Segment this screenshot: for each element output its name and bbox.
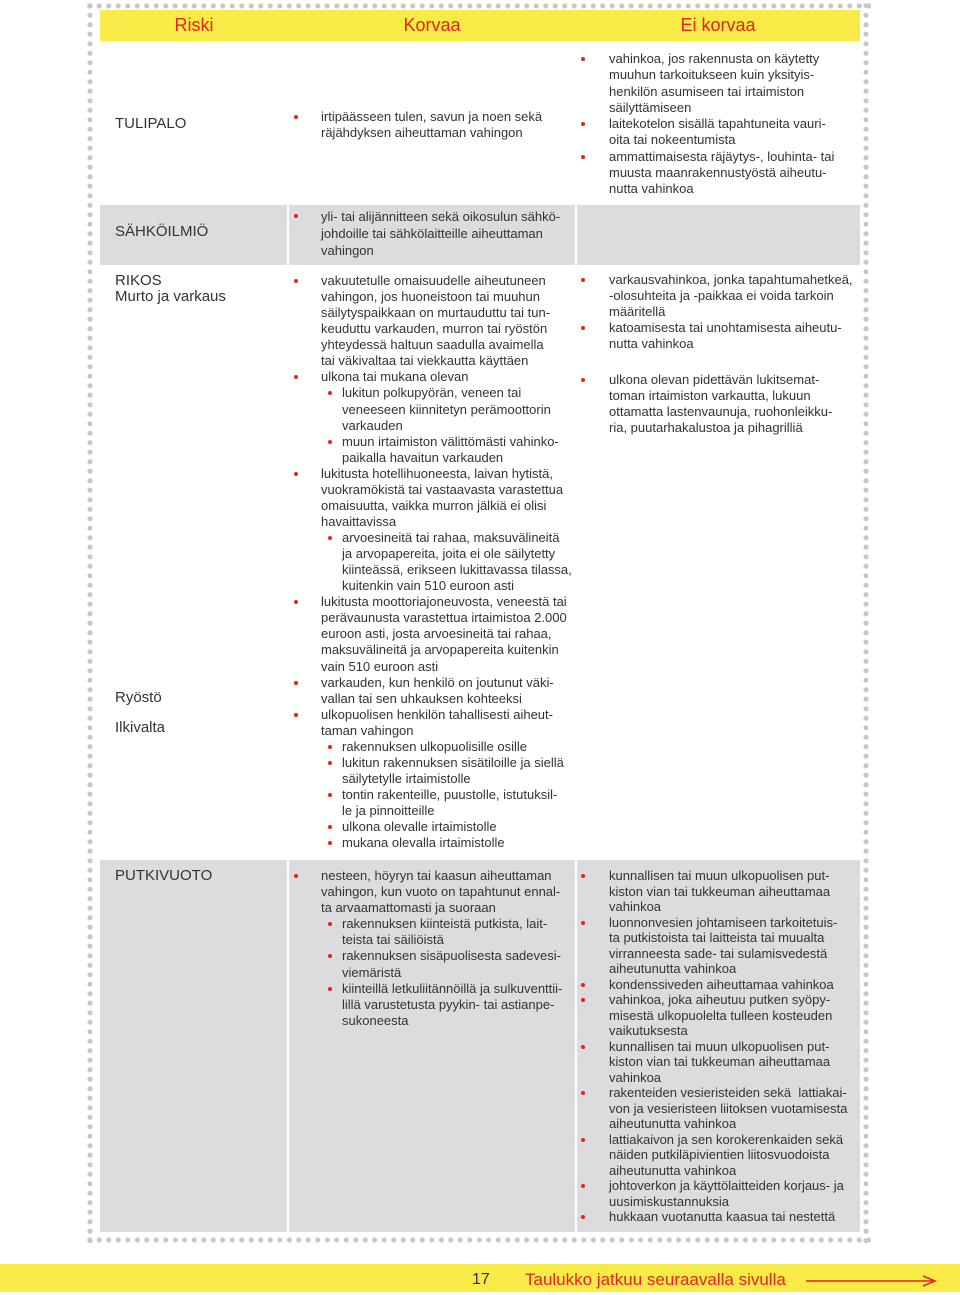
risk-sublabel: Ryöstö (115, 689, 162, 706)
list-item (289, 594, 575, 674)
item-line: arvoesineitä tai rahaa, maksuvälineitä (342, 530, 560, 545)
item-line: viemäristä (342, 964, 402, 980)
not-covered-cell (577, 205, 860, 265)
bullet-icon (328, 761, 332, 765)
not-covered-list (577, 51, 860, 197)
item-line: vahingon, jos huoneistoon tai muuhun (321, 289, 540, 305)
bullet-icon (581, 326, 585, 330)
item-line: yli- tai alijännitteen sekä oikosulun sähkö- (321, 209, 561, 224)
covered-cell (289, 267, 575, 858)
bullet-icon (581, 1091, 585, 1095)
item-line: ja arvopapereita, joita ei ole säilytetty (342, 546, 556, 562)
item-line: hukkaan vuotanutta kaasua tai nestettä (609, 1209, 836, 1224)
bullet-icon (581, 1215, 585, 1219)
list-item (577, 116, 860, 149)
bullet-icon (581, 122, 585, 126)
item-line: muun irtaimiston välittömästi vahinko- (342, 433, 559, 449)
item-line: säilytetylle irtaimistolle (342, 770, 471, 786)
not-covered-cell (577, 860, 860, 1232)
list-item (577, 1178, 860, 1209)
item-line: räjähdyksen aiheuttaman vahingon (321, 125, 523, 141)
bullet-icon (328, 536, 332, 540)
item-line: keuduttu varkauden, murron tai ryöstön (321, 321, 548, 337)
bullet-icon (328, 440, 332, 444)
list-item (577, 992, 860, 1039)
covered-cell (289, 860, 575, 1232)
item-line: vuokramökistä tai vastaavasta varastettua (321, 481, 564, 497)
risk-label: RIKOS (115, 272, 162, 289)
bullet-icon (328, 987, 332, 991)
item-line: misestä ulkopuolelta tulleen kosteuden (609, 1007, 833, 1023)
bullet-icon (294, 472, 298, 476)
item-line: kuitenkin vain 510 euroon asti (342, 578, 515, 594)
item-line: kondenssiveden aiheuttamaa vahinkoa (609, 976, 834, 992)
item-line: näiden putkiläpivientien liitosvuodoista (609, 1147, 830, 1162)
list-item (577, 1039, 860, 1086)
item-line: kiinteillä letkuliitännöillä ja sulkuventtii- (342, 980, 563, 996)
page-footer (0, 1264, 960, 1292)
item-line: tontin rakenteille, puustolle, istutuksil- (342, 787, 558, 802)
bullet-icon (328, 922, 332, 926)
sub-list-item (289, 385, 575, 433)
bullet-icon (294, 375, 298, 379)
bullet-icon (328, 391, 332, 395)
item-line: johdoille tai sähkölaitteille aiheuttaman (321, 226, 543, 241)
list-item (577, 372, 860, 436)
risk-sublabel: Ilkivalta (115, 719, 166, 736)
item-line: perävaunusta varastettua irtaimistoa 2.000 (321, 610, 567, 626)
item-line: nutta vahinkoa (609, 336, 694, 351)
item-line: teista tai säiliöistä (342, 932, 444, 948)
item-line: lukitun rakennuksen sisätiloille ja siellä (342, 754, 564, 770)
dotted-frame-bottom (85, 1235, 871, 1245)
risk-label: SÄHKÖILMIÖ (115, 223, 209, 240)
bullet-icon (294, 279, 298, 283)
item-line: aiheutunutta vahinkoa (609, 1116, 737, 1131)
item-line: vahinkoa (609, 899, 662, 914)
item-line: varkausvahinkoa, jonka tapahtumahetkeä, (609, 272, 853, 287)
risk-cell (100, 43, 287, 203)
list-item (577, 868, 860, 915)
bullet-icon (581, 1138, 585, 1142)
sub-list-item (289, 981, 575, 1029)
bullet-icon (294, 115, 298, 119)
item-line: le ja pinnoitteille (342, 803, 435, 819)
bullet-icon (328, 745, 332, 749)
item-line: kiinteässä, erikseen lukittavassa tilassa, (342, 562, 572, 578)
dotted-frame-left (85, 1, 95, 1245)
item-line: tai väkivaltaa tai viekkautta käyttäen (321, 353, 529, 369)
item-line: ulkona tai mukana olevan (321, 369, 469, 385)
sub-list-item (289, 948, 575, 980)
list-item (289, 369, 575, 385)
item-line: laitekotelon sisällä tapahtuneita vauri- (609, 116, 826, 131)
item-line: ulkopuolisen henkilön tahallisesti aiheut- (321, 706, 553, 722)
covered-list (289, 273, 575, 851)
item-line: mukana olevalla irtaimistolle (342, 835, 505, 851)
covered-cell (289, 205, 575, 265)
item-line: taman vahingon (321, 722, 414, 738)
item-line: virranneesta sade- tai sulamisvedestä (609, 945, 828, 961)
item-line: vain 510 euroon asti (321, 658, 439, 674)
sub-list-item (289, 530, 575, 594)
list-item (577, 149, 860, 198)
bullet-icon (581, 874, 585, 878)
list-item (577, 1132, 860, 1179)
item-line: vahingon (321, 243, 374, 258)
risk-cell (100, 267, 287, 858)
item-line: toman irtaimiston varkautta, lukuun (609, 388, 811, 403)
item-line: von ja vesieristeen liitoksen vuotamisesta (609, 1100, 848, 1116)
item-line: ta putkistoista tai laitteista tai muualta (609, 930, 825, 945)
continue-note: Taulukko jatkuu seuraavalla sivulla (525, 1270, 786, 1289)
table-header (100, 10, 860, 41)
list-item (577, 272, 860, 320)
item-line: luonnonvesien johtamiseen tarkoitetuis- (609, 914, 838, 930)
dotted-frame-right (861, 1, 871, 1245)
list-item (577, 915, 860, 977)
item-line: vakuutetulle omaisuudelle aiheutuneen (321, 273, 546, 288)
item-line: muusta maanrakennustyöstä aiheutu- (609, 164, 827, 180)
item-line: vahingon, kun vuoto on tapahtunut ennal- (321, 884, 561, 900)
item-line: yhteydessä haltuun saadulla avaimella (321, 337, 544, 353)
table-row-rikos (100, 267, 860, 858)
item-line: vahinkoa, joka aiheutuu putken syöpy- (609, 992, 831, 1007)
item-line: lattiakaivon ja sen korokerenkaiden sekä (609, 1131, 844, 1147)
covered-cell (289, 43, 575, 203)
risk-label: TULIPALO (115, 115, 187, 132)
risk-cell (100, 860, 287, 1232)
item-line: vahinkoa (609, 1069, 662, 1085)
item-line: lukitusta hotellihuoneesta, laivan hytistä, (321, 465, 553, 481)
bullet-icon (581, 57, 585, 61)
list-item (289, 273, 575, 369)
bullet-icon (328, 793, 332, 797)
item-line: paikalla havaitun varkauden (342, 449, 504, 465)
list-item (577, 977, 860, 993)
item-line: katoamisesta tai unohtamisesta aiheutu- (609, 320, 842, 335)
list-item (289, 707, 575, 739)
item-line: oita tai nokeentumista (609, 132, 736, 148)
bullet-icon (581, 278, 585, 282)
arrow-right-icon (804, 1274, 938, 1288)
item-line: omaisuutta, vaikka murron jälkiä ei olisi (321, 497, 547, 513)
bullet-icon (581, 155, 585, 159)
item-line: vaikutuksesta (609, 1023, 688, 1038)
item-line: henkilön asumiseen tai irtaimiston (609, 83, 805, 99)
table-row-tulipalo (100, 43, 860, 203)
sub-list-item (289, 739, 575, 755)
bullet-icon (581, 998, 585, 1002)
item-line: nesteen, höyryn tai kaasun aiheuttaman (321, 868, 552, 883)
bullet-icon (581, 983, 585, 987)
table-row-sahkoilmio (100, 205, 860, 265)
sub-list-item (289, 755, 575, 787)
bullet-icon (581, 1184, 585, 1188)
column-header-not-covered: Ei korvaa (680, 15, 756, 35)
item-line: euroon asti, josta arvoesineitä tai rahaa, (321, 626, 552, 642)
item-line: määritellä (609, 304, 666, 319)
bullet-icon (294, 713, 298, 717)
list-item (577, 1209, 860, 1225)
list-item (289, 868, 575, 916)
item-line: kiston vian tai tukkeuman aiheuttamaa (609, 1054, 831, 1069)
covered-list (289, 868, 575, 1029)
item-line: johtoverkon ja käyttölaitteiden korjaus- ja (609, 1178, 844, 1193)
list-item (577, 1085, 860, 1132)
page-number: 17 (472, 1271, 490, 1288)
item-line: ulkona olevan pidettävän lukitsemat- (609, 372, 820, 387)
item-line: varkauden, kun henkilö on joutunut väki- (321, 674, 554, 690)
bullet-icon (328, 841, 332, 845)
item-line: ottamatta lastenvaunuja, ruohonleikku- (609, 404, 833, 419)
risk-cell (100, 205, 287, 265)
item-line: säilytyspaikkaan on murtauduttu tai tun- (321, 305, 551, 321)
item-line: -olosuhteita ja -paikkaa ei voida tarkoin (609, 288, 834, 303)
item-line: nutta vahinkoa (609, 181, 694, 196)
risk-label: PUTKIVUOTO (115, 867, 213, 884)
item-line: rakennuksen kiinteistä putkista, lait- (342, 916, 548, 932)
risk-sublabel: Murto ja varkaus (115, 288, 226, 305)
item-line: veneeseen kiinnitetyn perämoottorin (342, 401, 551, 417)
bullet-icon (328, 825, 332, 829)
item-line: kunnallisen tai muun ulkopuolisen put- (609, 1038, 830, 1054)
item-line: kiston vian tai tukkeuman aiheuttamaa (609, 883, 831, 899)
sub-list-item (289, 787, 575, 819)
item-line: uusimiskustannuksia (609, 1193, 729, 1209)
item-line: rakennuksen sisäpuolisesta sadevesi- (342, 948, 561, 964)
item-line: rakenteiden vesieristeiden sekä lattiakai- (609, 1085, 847, 1100)
item-line: ria, puutarhakalustoa ja pihagrilliä (609, 420, 803, 435)
list-item (289, 466, 575, 530)
item-line: rakennuksen ulkopuolisille osille (342, 738, 527, 754)
item-line: sukoneesta (342, 1012, 409, 1028)
table-row-putkivuoto (100, 860, 860, 1232)
item-line: ta arvaamattomasti ja suoraan (321, 900, 496, 916)
list-item (577, 51, 860, 116)
sub-list-item (289, 916, 575, 948)
not-covered-cell (577, 43, 860, 203)
list-item (289, 208, 575, 259)
list-item (289, 675, 575, 707)
covered-list (289, 208, 575, 259)
sub-list-item (289, 835, 575, 851)
item-line: lukitusta moottoriajoneuvosta, veneestä tai (321, 594, 567, 610)
bullet-icon (581, 921, 585, 925)
bullet-icon (328, 954, 332, 958)
bullet-icon (581, 378, 585, 382)
bullet-icon (294, 874, 298, 878)
list-item (289, 109, 575, 141)
not-covered-list (577, 868, 860, 1225)
not-covered-list (577, 272, 860, 436)
item-line: aiheutunutta vahinkoa (609, 1162, 737, 1178)
item-line: muuhun tarkoitukseen kuin yksityis- (609, 67, 815, 83)
item-line: varkauden (342, 417, 403, 433)
column-header-covered: Korvaa (403, 15, 461, 35)
item-line: säilyttämiseen (609, 99, 692, 115)
item-line: lukitun polkupyörän, veneen tai (342, 385, 522, 401)
item-line: lillä varustetusta pyykin- tai astianpe- (342, 996, 555, 1012)
bullet-icon (294, 600, 298, 604)
covered-list (289, 109, 575, 141)
item-line: ammattimaisesta räjäytys-, louhinta- tai (609, 148, 835, 164)
bullet-icon (581, 1045, 585, 1049)
list-item (577, 320, 860, 352)
not-covered-cell (577, 267, 860, 858)
bullet-icon (294, 681, 298, 685)
item-line: vallan tai sen uhkauksen kohteeksi (321, 690, 522, 706)
item-line: maksuvälineitä ja arvopapereita kuitenkin (321, 642, 559, 658)
item-line: ulkona olevalle irtaimistolle (342, 819, 497, 835)
item-line: aiheutunutta vahinkoa (609, 961, 737, 976)
item-line: vahinkoa, jos rakennusta on käytetty (609, 51, 820, 66)
item-line: kunnallisen tai muun ulkopuolisen put- (609, 868, 830, 883)
item-line: irtipäässeen tulen, savun ja noen sekä (321, 109, 543, 124)
column-header-risk: Riski (174, 15, 214, 35)
item-line: havaittavissa (321, 513, 397, 529)
sub-list-item (289, 819, 575, 835)
bullet-icon (294, 214, 298, 218)
sub-list-item (289, 434, 575, 466)
